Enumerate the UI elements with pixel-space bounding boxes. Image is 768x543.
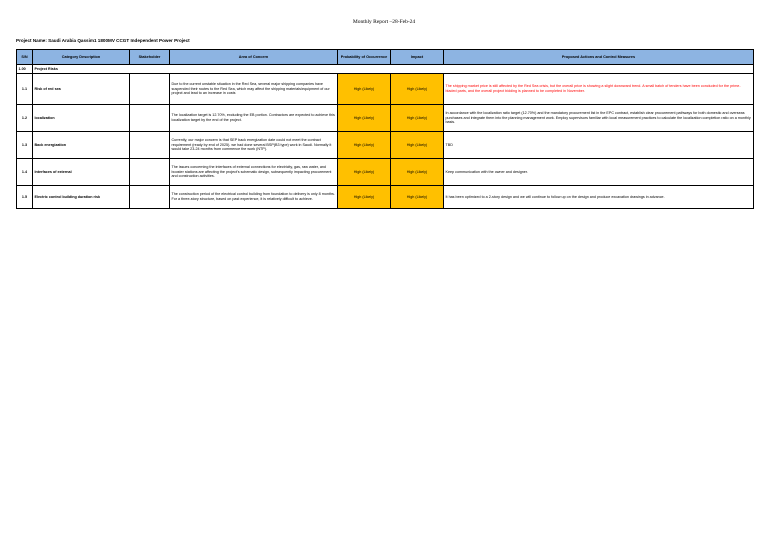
col-header-probability: Probability of Occurrence (338, 50, 391, 65)
report-title: Monthly Report –28-Feb-24 (352, 19, 416, 25)
table-row (17, 159, 754, 186)
row-concern: The localization target is 12.70%, excluding the EB portion. Contractors are expected to achieve this localization target by the end of the project. (170, 105, 338, 132)
row-category: Interfaces of external (33, 159, 130, 186)
col-header-sn: S/N (17, 50, 33, 65)
row-probability: High (Likely) (338, 105, 391, 132)
col-header-category: Category Description (33, 50, 130, 65)
row-measure: The shipping market price is still affected by the Red Sea crisis, but the overall price is showing a slight downward trend. A small batch of tenders have been concluded for the prime-bladed parts, and the overall project bidding is planned to be completed in November. (444, 74, 754, 105)
col-header-measures: Proposed Actions and Control Measures (444, 50, 754, 65)
row-concern: Currently, our major concern is that SEP back energization date could not meet the contract requirement (ready by end of 2025). we had done several BSP(B3 type) work in Saudi. Normally it would take 23-24 months from commence the work (NTP). (170, 132, 338, 159)
row-sn: 1.1 (17, 74, 33, 105)
row-probability: High (Likely) (338, 74, 391, 105)
table-header-row (17, 50, 754, 65)
row-impact: High (Likely) (391, 186, 444, 209)
risk-register-table (16, 49, 754, 209)
table-row (17, 105, 754, 132)
row-category: Electric control building duration risk (33, 186, 130, 209)
row-concern: The construction period of the electrical control building from foundation to delivery is only 8 months. For a three-story structure, based on past experience, it is relatively difficult to achieve. (170, 186, 338, 209)
row-stakeholder (130, 186, 170, 209)
row-probability: High (Likely) (338, 186, 391, 209)
row-impact: High (Likely) (391, 74, 444, 105)
row-impact: High (Likely) (391, 159, 444, 186)
table-row (17, 186, 754, 209)
table-row (17, 74, 754, 105)
row-category: Back energization (33, 132, 130, 159)
row-measure: In accordance with the localization ratio target (12.70%) and the mandatory procurement list in the EPC contract, establish clear procurement pathways for both domestic and overseas purchases and integrate them into the planning management work. Employ supervisors familiar with local measurement practices to calculate the localization completion ratio on a monthly basis. (444, 105, 754, 132)
section-row (17, 65, 754, 74)
col-header-stakeholder: Stakeholder (130, 50, 170, 65)
row-measure: Keep communication with the owner and designer. (444, 159, 754, 186)
section-label: Project Risks (33, 65, 754, 74)
row-measure: TBD (444, 132, 754, 159)
table-row (17, 132, 754, 159)
row-impact: High (Likely) (391, 105, 444, 132)
row-sn: 1.4 (17, 159, 33, 186)
row-sn: 1.2 (17, 105, 33, 132)
col-header-concern: Area of Concern (170, 50, 338, 65)
row-stakeholder (130, 132, 170, 159)
row-category: Risk of red sea (33, 74, 130, 105)
project-name: Project Name: Saudi Arabia Qassim1 1800MV CCGT Independent Power Project (16, 38, 190, 43)
row-concern: Due to the current unstable situation in the Red Sea, several major shipping companies have suspended their routes to the Red Sea, which may affect the shipping materials/equipment of our project and lead to an increase in costs (170, 74, 338, 105)
row-category: localization (33, 105, 130, 132)
row-sn: 1.3 (17, 132, 33, 159)
row-stakeholder (130, 159, 170, 186)
section-number: 1.00 (17, 65, 33, 74)
row-measure: It has been optimized to a 2-story design and we will continue to follow up on the design and produce excavation drawings in advance. (444, 186, 754, 209)
row-stakeholder (130, 74, 170, 105)
row-concern: The issues concerning the interfaces of external connections for electricity, gas, raw water, and booster stations are affecting the project's schematic design, subsequently impacting procurement and construction activities. (170, 159, 338, 186)
row-impact: High (Likely) (391, 132, 444, 159)
row-probability: High (Likely) (338, 159, 391, 186)
col-header-impact: Impact (391, 50, 444, 65)
row-stakeholder (130, 105, 170, 132)
row-sn: 1.5 (17, 186, 33, 209)
row-probability: High (Likely) (338, 132, 391, 159)
